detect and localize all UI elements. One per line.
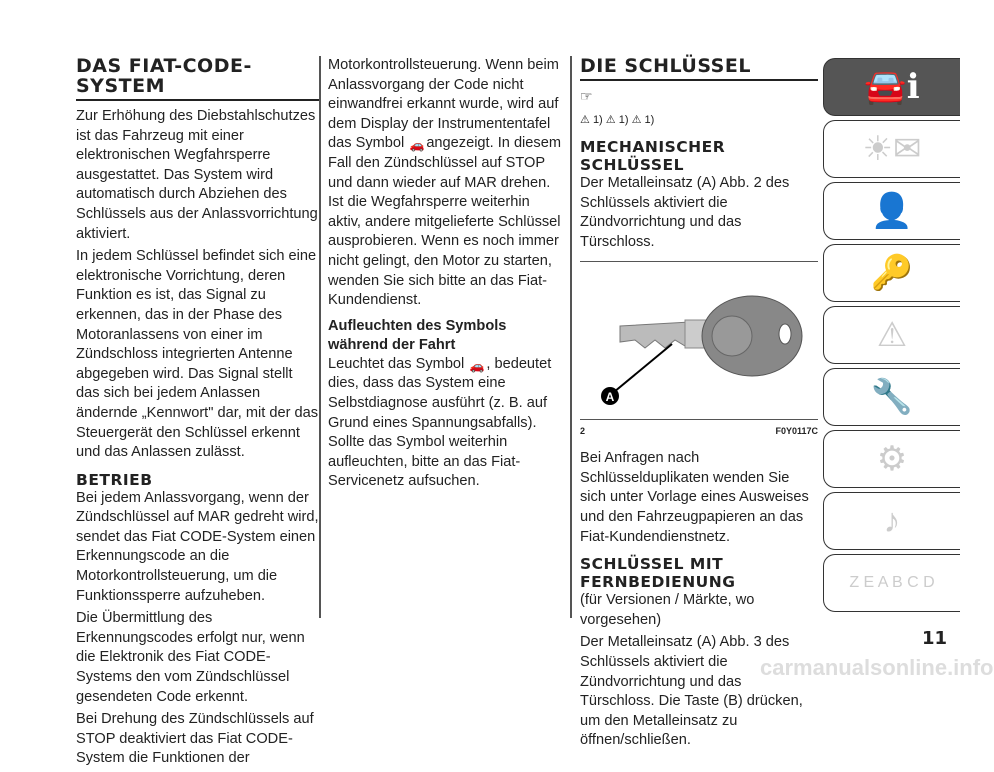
tab-emergency[interactable] (823, 306, 960, 364)
paragraph: In jedem Schlüssel befindet sich eine elektronische Vorrichtung, deren Funktion es ist, das Signal zu erkennen, das in der Phase des Motoranlassens von einer im Zündschloss integrierten Antenne abgegeben wird. Das Signal stellt das sich bei jedem Anlassen ändernde „Kennwort" dar, mit der das Steuergerät den Schlüssel erkennt und das Anlassen zulässt. (76, 248, 319, 461)
tab-starting-driving[interactable] (823, 244, 960, 302)
tab-lights-messages[interactable] (823, 120, 960, 178)
paragraph: Bei Drehung des Zündschlüssels auf STOP deaktiviert das Fiat CODE-System die Funktionen der (76, 711, 314, 767)
paragraph (328, 56, 564, 311)
figure-code: F0Y0117C (775, 425, 818, 436)
text: Leuchtet das Symbol (328, 355, 465, 372)
wrench-icon: 🔧 (870, 378, 914, 416)
text: , bedeutet dies, dass das System eine Selbstdiagnose ausführt (z. B. auf Grund eines Spannungsabfalls). Sollte das Symbol weiterhin aufleuchten, bitte an das Fiat-Servicenetz aufsuchen. (328, 355, 552, 490)
figure-number: 2 (580, 425, 586, 436)
airbag-icon: 👤 (870, 192, 914, 230)
gear-icon: ⚙ (876, 440, 908, 478)
ref: 1) (592, 113, 603, 126)
paragraph: Der Metalleinsatz (A) Abb. 2 des Schlüssels aktiviert die Zündvorrichtung und das Türschloss. (580, 175, 790, 250)
subheading: BETRIEB (76, 470, 153, 489)
subheading: MECHANISCHER SCHLÜSSEL (580, 138, 726, 175)
paragraph: (für Versionen / Märkte, wo vorgesehen) (580, 592, 755, 628)
paragraph (328, 355, 564, 492)
paragraph: Die Übermittlung des Erkennungscodes erfolgt nur, wenn die Elektronik des Fiat CODE-Systems den vom Zündschlüssel gesendeten Code erkennt. (76, 610, 305, 705)
section-title: DIE SCHLÜSSEL (580, 56, 818, 81)
car-warning-icon: ⚠ (605, 113, 616, 126)
ref: 1) (618, 113, 629, 126)
column-2 (328, 56, 564, 495)
page-number: 11 (922, 628, 948, 649)
watermark: carmanualsonline.info (760, 655, 994, 680)
key-illustration (580, 262, 816, 420)
tab-safety[interactable] (823, 182, 960, 240)
figure-caption (580, 419, 818, 442)
ref: 1) (644, 113, 655, 126)
section-title: DAS FIAT-CODE-SYSTEM (76, 56, 320, 101)
chapter-tabs (823, 58, 960, 616)
paragraph: Bei Anfragen nach Schlüsselduplikaten wenden Sie sich unter Vorlage eines Ausweises und den Fahrzeugpapieren an das Fiat-Kundendienstnetz. (580, 450, 809, 545)
text: angezeigt. In diesem Fall den Zündschlüssel auf STOP und dann wieder auf MAR drehen. Ist die Wegfahrsperre weiterhin aktiv, andere mitgelieferte Schlüssel ausprobieren. Wenn es noch immer nicht gelingt, den Motor zu starten, wenden Sie sich bitte an das Fiat-Kundendienst. (328, 135, 561, 309)
figure-callout-a: A (605, 389, 615, 404)
warning-light-icon: ☀✉ (862, 130, 922, 168)
environment-warning-icon: ⚠ (631, 113, 642, 126)
figure-key (580, 261, 818, 419)
tab-car-info[interactable] (823, 58, 960, 116)
paragraph: Zur Erhöhung des Diebstahlschutzes ist das Fahrzeug mit einer elektronischen Wegfahrsperre ausgestattet. Das System wird automatisch durch Abziehen des Schlüssels aus der Anlassvorrichtung aktiviert. (76, 108, 318, 242)
column-3 (580, 56, 818, 754)
tab-index[interactable] (823, 554, 960, 612)
subheading: Aufleuchten des Symbols während der Fahrt (328, 317, 507, 353)
tab-multimedia[interactable] (823, 492, 960, 550)
paragraph: Bei jedem Anlassvorgang, wenn der Zündschlüssel auf MAR gedreht wird, sendet das Fiat CODE-System einen Erkennungscode an die Motorkontrollsteuerung, um die Funktionssperre aufzuheben. (76, 489, 319, 604)
paragraph: Der Metalleinsatz (A) Abb. 3 des Schlüssels aktiviert die Zündvorrichtung und das Türschloss. Die Taste (B) drücken, um den Metalleinsatz zu öffnen/schließen. (580, 634, 803, 749)
car-info-icon: 🚘ℹ (864, 68, 920, 106)
immobilizer-icon: 🚗 (409, 138, 425, 153)
elum-icon: ☞ (580, 88, 593, 104)
subheading: SCHLÜSSEL MIT FERNBEDIENUNG (580, 555, 736, 592)
triangle-icon: ⚠ (876, 316, 908, 354)
tab-maintenance[interactable] (823, 368, 960, 426)
column-1 (76, 56, 320, 772)
index-icon: Z E A B C D (849, 574, 935, 591)
text: Motorkontrollsteuerung. Wenn beim Anlassvorgang der Code nicht einwandfrei erkannt wurde, wird auf dem Display der Instrumententafel das Symbol (328, 57, 559, 152)
key-wheel-icon: 🔑 (870, 254, 914, 292)
warnings-row (580, 111, 818, 131)
column-divider (570, 56, 572, 618)
immobilizer-icon: 🚗 (469, 358, 485, 373)
warning-icon: ⚠ (580, 113, 590, 126)
music-icon: ♪ (883, 501, 901, 540)
tab-technical-data[interactable] (823, 430, 960, 488)
column-divider (319, 56, 321, 618)
